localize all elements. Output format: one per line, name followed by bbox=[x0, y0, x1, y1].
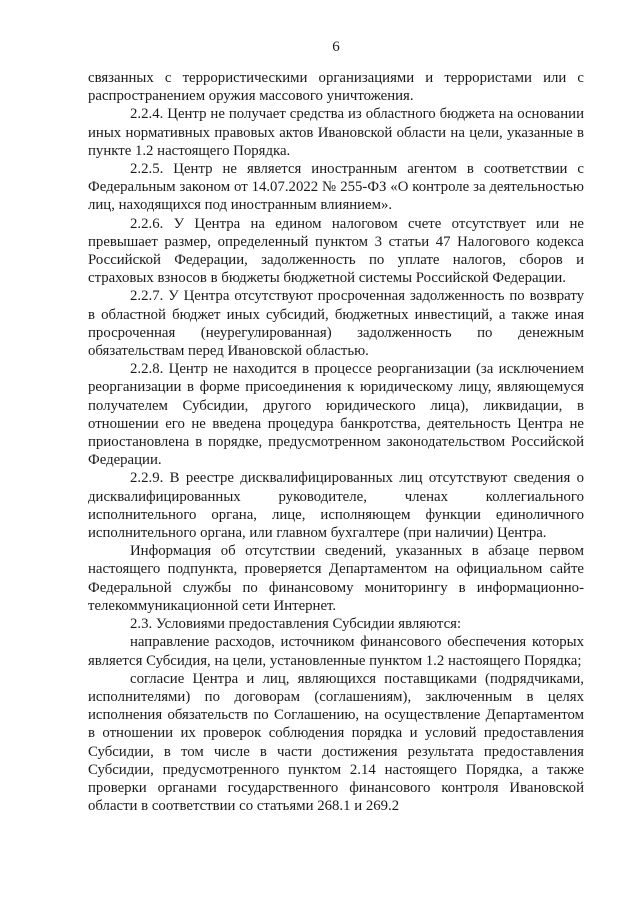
document-page bbox=[88, 38, 584, 815]
paragraph-info-check: Информация об отсутствии сведений, указанных в абзаце первом настоящего подпункта, проверяется Департаментом на официальном сайте Федеральной службы по финансовому мониторингу в информационно-телекоммуникационной сети Интернет. bbox=[88, 543, 584, 614]
paragraph-2-2-5: 2.2.5. Центр не является иностранным агентом в соответствии с Федеральным законом от 14.07.2022 № 255-ФЗ «О контроле за деятельностью лиц, находящихся под иностранным влиянием». bbox=[88, 161, 584, 214]
paragraph-2-2-8: 2.2.8. Центр не находится в процессе реорганизации (за исключением реорганизации в форме присоединения к юридическому лицу, являющемуся получателем Субсидии, другого юридического лица), ликвидации, в отношении его не введена процедура банкротства, деятельность Центра не приостановлена в порядке, предусмотренном законодательством Российской Федерации. bbox=[88, 361, 584, 469]
paragraph-condition-expenses: направление расходов, источником финансового обеспечения которых является Субсидия, на цели, установленные пунктом 1.2 настоящего Порядка; bbox=[88, 634, 584, 669]
paragraph-2-2-6: 2.2.6. У Центра на едином налоговом счете отсутствует или не превышает размер, определенный пунктом 3 статьи 47 Налогового кодекса Российской Федерации, задолженность по уплате налогов, сборов и страховых взносов в бюджеты бюджетной системы Российской Федерации. bbox=[88, 215, 584, 287]
paragraph-2-2-9: 2.2.9. В реестре дисквалифицированных лиц отсутствуют сведения о дисквалифицированных руководителе, членах коллегиального исполнительного органа, лице, исполняющем функции единоличного исполнительного органа, или главном бухгалтере (при наличии) Центра. bbox=[88, 470, 584, 542]
paragraph-2-3: 2.3. Условиями предоставления Субсидии являются: bbox=[130, 616, 462, 633]
paragraph-continuation: связанных с террористическими организациями и террористами или с распространением оружия массового уничтожения. bbox=[88, 70, 584, 105]
paragraph-2-2-7: 2.2.7. У Центра отсутствуют просроченная задолженность по возврату в областной бюджет иных субсидий, бюджетных инвестиций, а также иная просроченная (неурегулированная) задолженность по денежным обязательствам перед Ивановской областью. bbox=[88, 288, 584, 360]
paragraph-2-2-4: 2.2.4. Центр не получает средства из областного бюджета на основании иных нормативных правовых актов Ивановской области на цели, указанные в пункте 1.2 настоящего Порядка. bbox=[88, 106, 584, 159]
paragraph-condition-consent: согласие Центра и лиц, являющихся поставщиками (подрядчиками, исполнителями) по договорам (соглашениям), заключенным в целях исполнения обязательств по Соглашению, на осуществление Департаментом в отношении их проверок соблюдения порядка и условий предоставления Субсидии, в том числе в части достижения результата предоставления Субсидии, предусмотренного пунктом 2.14 настоящего Порядка, а также проверки органами государственного финансового контроля Ивановской области в соответствии со статьями 268.1 и 269.2 bbox=[88, 670, 584, 815]
page-number: 6 bbox=[332, 39, 340, 55]
